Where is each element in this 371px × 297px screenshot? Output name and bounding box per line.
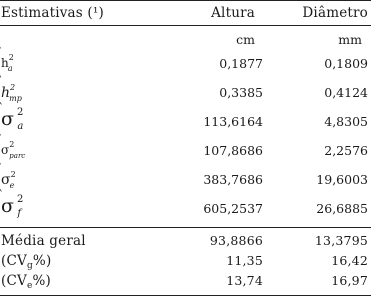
altura-value: 383,7686 <box>203 172 263 187</box>
diametro-value: 0,4124 <box>324 85 368 100</box>
altura-value: 13,74 <box>226 273 263 288</box>
header-rule <box>0 25 371 26</box>
diametro-value: 4,8305 <box>324 114 368 129</box>
header-estimativas: Estimativas (¹) <box>1 5 104 21</box>
header-diametro: Diâmetro <box>302 5 368 21</box>
symbol-h2a: $h^2_a$ <box>1 53 14 73</box>
altura-value: 11,35 <box>226 253 263 268</box>
altura-value: 0,1877 <box>219 56 263 71</box>
cvg-label: $(CV_g\%)$ <box>1 253 52 271</box>
altura-value: 93,8866 <box>209 233 263 248</box>
diametro-value: 0,1809 <box>324 56 368 71</box>
diametro-value: 16,42 <box>331 253 368 268</box>
altura-value: 113,6164 <box>203 114 263 129</box>
symbol-sigma2a: σ $^2_a$ <box>1 107 24 132</box>
unit-altura: cm <box>236 32 255 47</box>
top-rule <box>0 0 371 1</box>
bottom-rule <box>0 295 371 296</box>
cve-label: $(CV_e\%)$ <box>1 273 51 291</box>
altura-value: 107,8686 <box>203 143 263 158</box>
symbol-sigma2e: $\sigma^2_e$ <box>1 170 16 190</box>
unit-diametro: mm <box>338 32 362 47</box>
symbol-h2mp: $h^2_{mp}$ <box>1 83 22 103</box>
diametro-value: 2,2576 <box>324 143 368 158</box>
media-geral-label: Média geral <box>1 233 86 249</box>
diametro-value: 13,3795 <box>314 233 368 248</box>
symbol-sigma2f: σ $^2_f$ <box>1 194 24 219</box>
diametro-value: 19,6003 <box>316 172 368 187</box>
symbol-sigma2parc: $\sigma^2_{parc}$ <box>1 140 26 160</box>
diametro-value: 26,6885 <box>316 201 368 216</box>
header-altura: Altura <box>211 5 255 21</box>
diametro-value: 16,97 <box>331 273 368 288</box>
altura-value: 0,3385 <box>219 85 263 100</box>
altura-value: 605,2537 <box>203 201 263 216</box>
summary-rule <box>0 227 371 228</box>
